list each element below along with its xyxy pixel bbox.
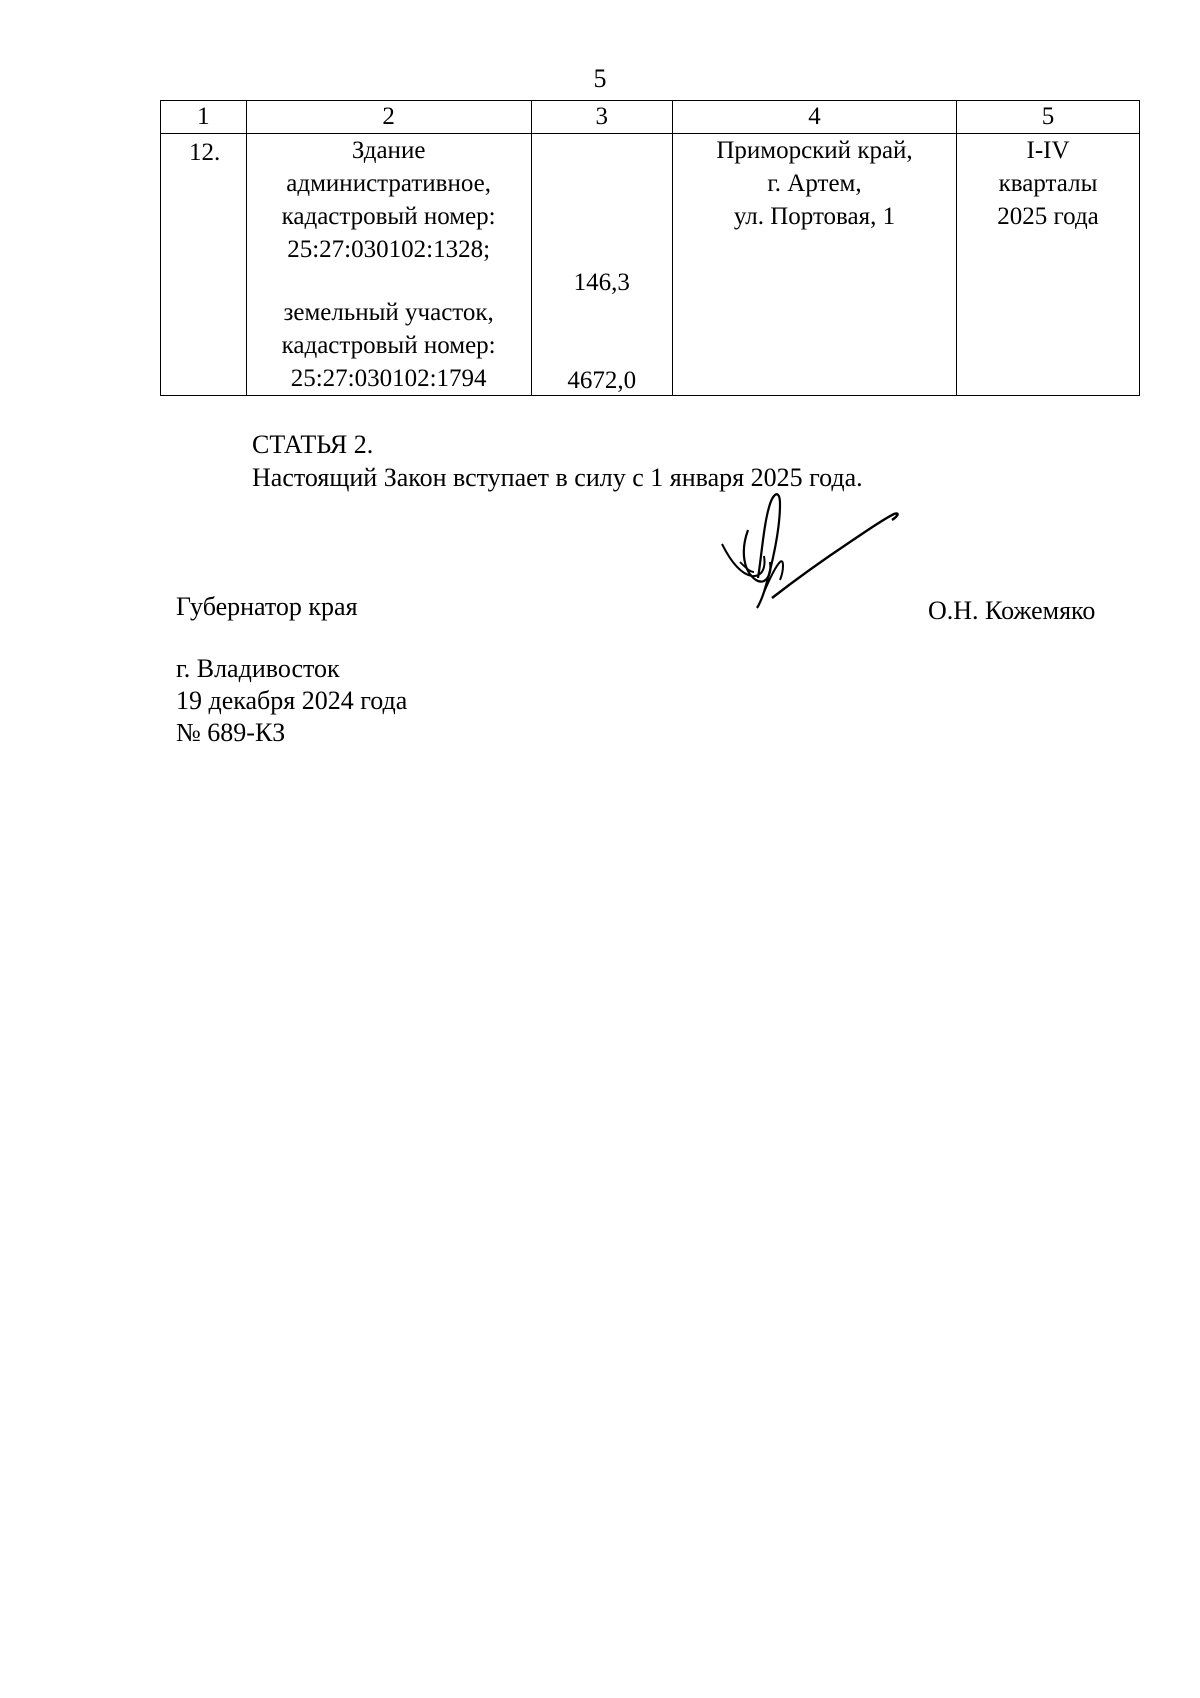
header-col-3: 3 bbox=[531, 101, 672, 134]
property-table bbox=[160, 100, 1140, 396]
area-value-building: 146,3 bbox=[573, 269, 630, 296]
object-line: Здание bbox=[351, 137, 426, 164]
object-line: административное, bbox=[286, 170, 491, 197]
object-description bbox=[246, 134, 531, 396]
object-line: кадастровый номер: bbox=[281, 332, 496, 359]
table-row bbox=[161, 134, 1140, 396]
address-line: Приморский край, bbox=[716, 137, 913, 164]
issue-place: г. Владивосток bbox=[176, 654, 340, 683]
signatory-name: О.Н. Кожемяко bbox=[928, 596, 1096, 625]
table-header-row bbox=[161, 101, 1140, 134]
page-number: 5 bbox=[593, 64, 607, 93]
law-number: № 689-КЗ bbox=[176, 718, 286, 747]
object-gap bbox=[247, 266, 531, 296]
object-line: земельный участок, bbox=[283, 299, 494, 326]
header-col-5: 5 bbox=[957, 101, 1140, 134]
object-line: 25:27:030102:1794 bbox=[290, 365, 487, 392]
signature-image bbox=[700, 482, 910, 632]
header-col-4: 4 bbox=[672, 101, 956, 134]
area-value-land: 4672,0 bbox=[567, 367, 637, 394]
address-line: ул. Портовая, 1 bbox=[733, 203, 896, 230]
article-title: СТАТЬЯ 2. bbox=[252, 430, 374, 459]
row-number: 12. bbox=[161, 134, 247, 396]
header-col-2: 2 bbox=[246, 101, 531, 134]
period-line: кварталы bbox=[998, 170, 1098, 197]
period-line: I-IV bbox=[1026, 137, 1070, 164]
period-cell bbox=[957, 134, 1140, 396]
header-col-1: 1 bbox=[161, 101, 247, 134]
issue-date: 19 декабря 2024 года bbox=[176, 686, 408, 715]
period-line: 2025 года bbox=[997, 203, 1099, 230]
object-line: кадастровый номер: bbox=[281, 203, 496, 230]
object-line: 25:27:030102:1328; bbox=[287, 236, 491, 263]
article-body: Настоящий Закон вступает в силу с 1 января 2025 года. bbox=[252, 463, 863, 492]
address-line: г. Артем, bbox=[767, 170, 862, 197]
address-cell bbox=[672, 134, 956, 396]
signatory-title: Губернатор края bbox=[176, 592, 358, 621]
area-cell bbox=[531, 134, 672, 396]
